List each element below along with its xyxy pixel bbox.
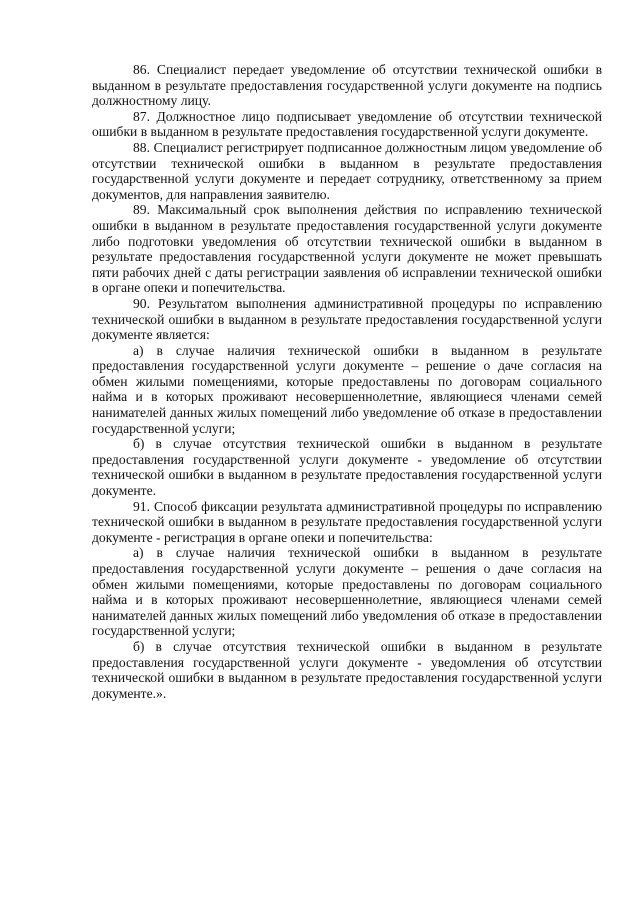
paragraph-90-b: б) в случае отсутствия технической ошибки в выданном в результате предоставления государственной услуги документе - уведомление об отсутствии технической ошибки в выданном в результате предоставления государственной услуги документе. [92,436,602,499]
paragraph-90-a: а) в случае наличия технической ошибки в выданном в результате предоставления государственной услуги документе – решение о даче согласия на обмен жилыми помещениями, которые предоставлены по договорам социального найма и в которых проживают несовершеннолетние, являющиеся членами семей нанимателей данных жилых помещений либо уведомление об отказе в предоставлении государственной услуги; [92,342,602,436]
paragraph-91: 91. Способ фиксации результата административной процедуры по исправлению технической ошибки в выданном в результате предоставления государственной услуги документе - регистрация в органе опеки и попечительства: [92,498,602,545]
paragraph-88: 88. Специалист регистрирует подписанное должностным лицом уведомление об отсутствии технической ошибки в выданном в результате предоставления государственной услуги документе и передает сотруднику, ответственному за прием документов, для направления заявителю. [92,139,602,202]
paragraph-91-a: а) в случае наличия технической ошибки в выданном в результате предоставления государственной услуги документе – решения о даче согласия на обмен жилыми помещениями, которые предоставлены по договорам социального найма и в которых проживают несовершеннолетние, являющиеся членами семей нанимателей данных жилых помещений либо уведомления об отказе в предоставлении государственной услуги; [92,545,602,639]
paragraph-86: 86. Специалист передает уведомление об отсутствии технической ошибки в выданном в результате предоставления государственной услуги документе на подпись должностному лицу. [92,62,602,109]
document-page [92,62,602,701]
paragraph-89: 89. Максимальный срок выполнения действия по исправлению технической ошибки в выданном в результате предоставления государственной услуги документе либо подготовки уведомления об отсутствии технической ошибки в выданном в результате предоставления государственной услуги документе не может превышать пяти рабочих дней с даты регистрации заявления об исправлении технической ошибки в органе опеки и попечительства. [92,202,602,296]
paragraph-87: 87. Должностное лицо подписывает уведомление об отсутствии технической ошибки в выданном в результате предоставления государственной услуги документе. [92,108,602,140]
paragraph-91-b: б) в случае отсутствия технической ошибки в выданном в результате предоставления государственной услуги документе - уведомления об отсутствии технической ошибки в выданном в результате предоставления государственной услуги документе.». [92,638,602,701]
paragraph-90: 90. Результатом выполнения административной процедуры по исправлению технической ошибки в выданном в результате предоставления государственной услуги документе является: [92,295,602,343]
